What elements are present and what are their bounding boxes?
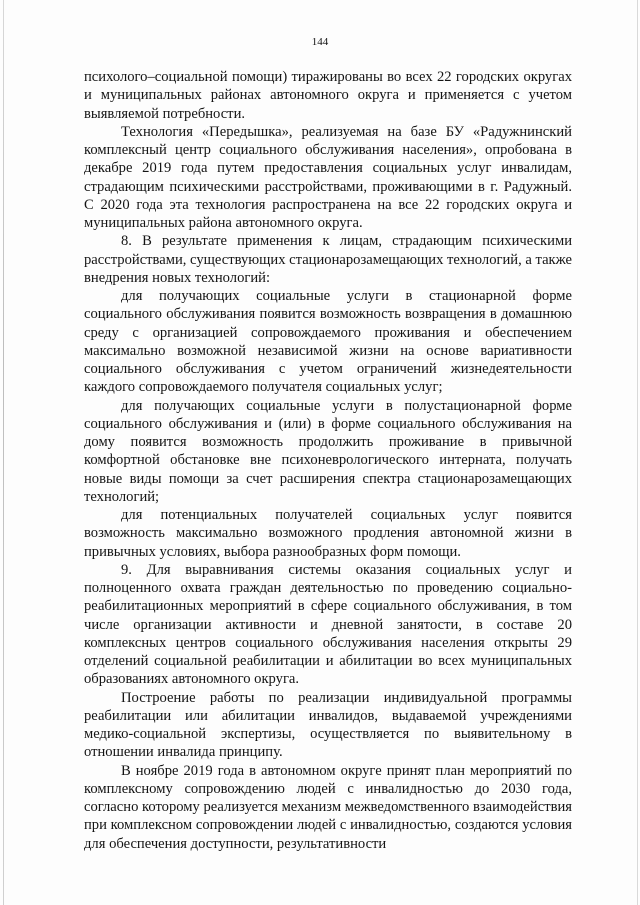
paragraph-potential-recipients: для потенциальных получателей социальных услуг появится возможность максимально возможного продления автономной жизни в привычных условиях, выбора разнообразных форм помощи. <box>84 507 572 560</box>
scan-edge-left <box>3 0 4 905</box>
paragraph-stationary-form: для получающих социальные услуги в стационарной форме социального обслуживания появится возможность возвращения в домашнюю среду с организацией сопровождаемого проживания и обеспечением максимально возможной независимой жизни на основе вариативности социального обслуживания с учетом ограничений жизнедеятельности каждого сопровождаемого получателя социальных услуг; <box>84 288 572 396</box>
paragraph-peredyshka: Технология «Передышка», реализуемая на базе БУ «Радужнинский комплексный центр социального обслуживания населения», опробована в декабре 2019 года путем предоставления социальных услуг инвалидам, страдающим психическими расстройствами, проживающими в г. Радужный. С 2020 года эта технология распространена на все 22 городских округа и муниципальных района автономного округа. <box>84 123 572 231</box>
paragraph-item-8: 8. В результате применения к лицам, страдающим психическими расстройствами, существующих стационарозамещающих технологий, а также внедрения новых технологий: <box>84 233 573 286</box>
body-text <box>84 68 572 853</box>
page-number: 144 <box>311 36 329 48</box>
paragraph-november-2019-plan: В ноябре 2019 года в автономном округе принят план мероприятий по комплексному сопровождению людей с инвалидностью до 2030 года, согласно которому реализуется механизм межведомственного взаимодействия при комплексном сопровождении людей с инвалидностью, создаются условия для обеспечения доступности, результативности <box>84 762 572 852</box>
paragraph-continuation: психолого–социальной помощи) тиражированы во всех 22 городских округах и муниципальных районах автономного округа и применяется с учетом выявляемой потребности. <box>84 69 572 122</box>
scan-edge-right <box>637 0 638 905</box>
paragraph-rehabilitation-program: Построение работы по реализации индивидуальной программы реабилитации или абилитации инвалидов, выдаваемой учреждениями медико-социальной экспертизы, осуществляется по выявительному в отношении инвалида принципу. <box>84 689 572 761</box>
paragraph-item-9: 9. Для выравнивания системы оказания социальных услуг и полноценного охвата граждан деятельностью по проведению социально-реабилитационных мероприятий в сфере социального обслуживания, в том числе организации активности и дневной занятости, в составе 20 комплексных центров социального обслуживания населения открыты 29 отделений социальной реабилитации и абилитации во всех муниципальных образованиях автономного округа. <box>84 561 572 688</box>
paragraph-semistationary-form: для получающих социальные услуги в полустационарной форме социального обслуживания и (или) в форме социального обслуживания на дому появится возможность продолжить проживание в привычной комфортной обстановке вне психоневрологического интерната, получать новые виды помощи за счет расширения спектра стационарозамещающих технологий; <box>84 397 572 505</box>
